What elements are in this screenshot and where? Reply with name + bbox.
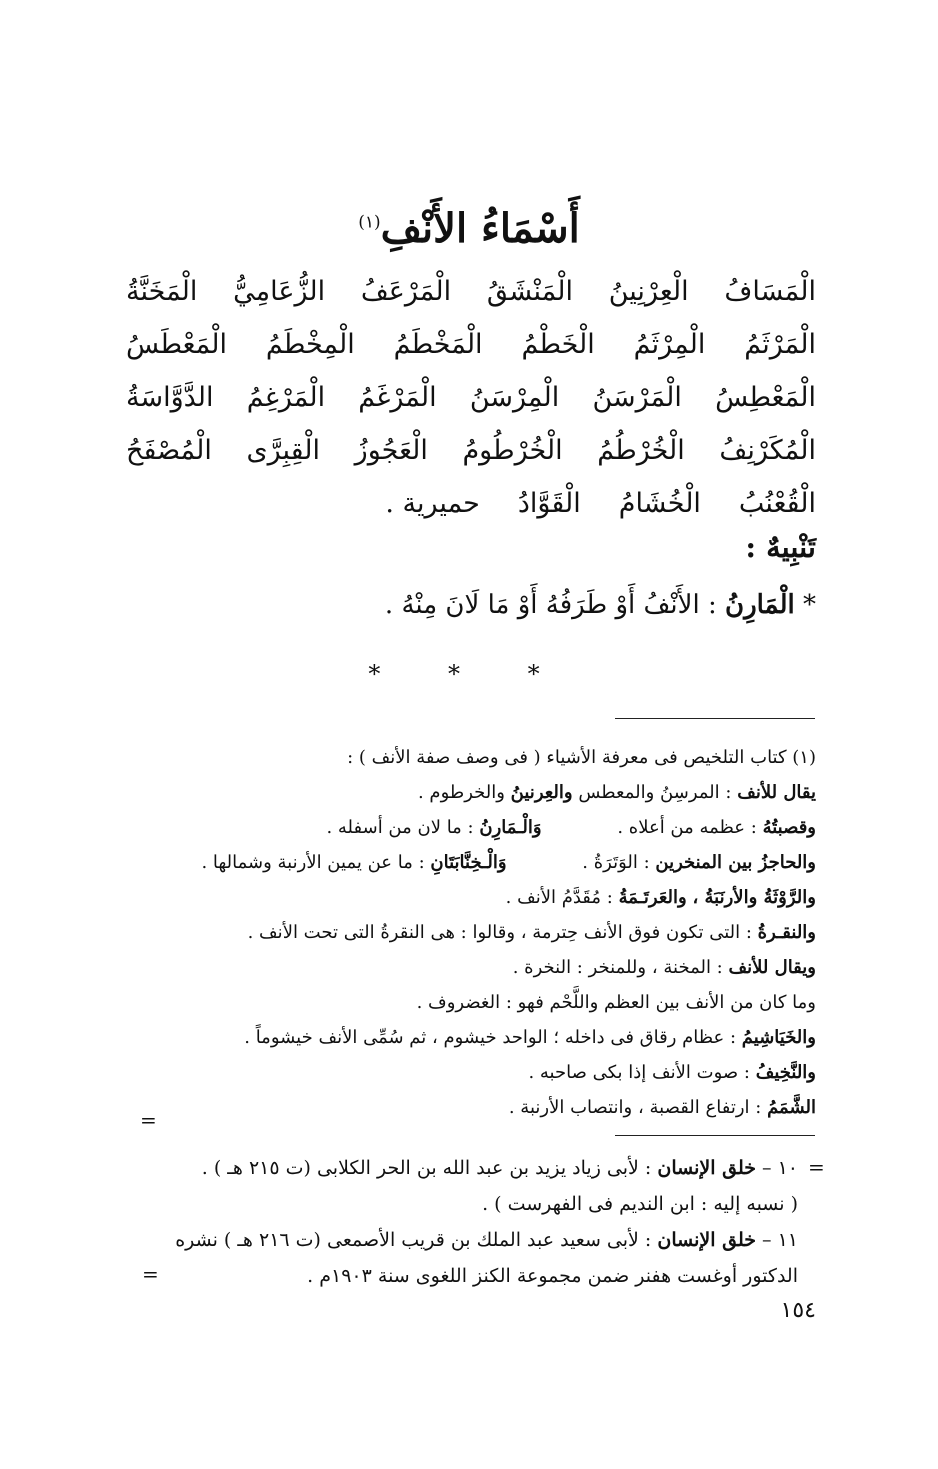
name-word: الْمَرْغَمُ [358,382,437,413]
footnote-line: ( نسبه إليه : ابن النديم فى الفهرست ) . [482,1193,798,1215]
chapter-title [0,205,938,252]
footnote-line [118,1150,798,1186]
book-title: خلق الإنسان [657,1229,756,1251]
name-word: حميرية . [385,488,480,519]
footnote-line [136,1055,816,1090]
footnote-term: ويقال للأنف [728,957,816,978]
name-word: الْمِرْثَمُ [633,329,706,360]
footnote-text: : لأبى سعيد عبد الملك بن قريب الأصمعى (ت ٢١٦ هـ ) نشره [175,1229,652,1251]
footnote-term: والرَّوْثَةُ والأرنَبَةُ ، [692,887,816,908]
name-word: الْمَعْطَسُ [126,329,227,360]
name-word: الْمَعْطِسُ [715,382,816,413]
names-row [126,477,816,530]
footnote-line [136,1090,816,1125]
footnote-ref: (١) [358,212,381,233]
footnote-text: والخرطوم . [417,782,505,803]
marin-term: الْمَارِنُ [724,590,795,620]
section-separator: * * * [368,660,570,688]
book-title: خلق الإنسان [657,1157,756,1179]
footnote-rule [615,718,815,719]
footnote-text: : ما عن يمين الأرنبة وشمالها . [201,852,425,873]
footnote-line: (١) كتاب التلخيص فى معرفة الأشياء ( فى وصف صفة الأنف ) : [347,747,816,768]
footnote-text: : لأبى زياد يزيد بن عبد الله بن الحر الكلابى (ت ٢١٥ هـ ) . [201,1157,652,1179]
footnote-line: الدكتور أوغست هفنر ضمن مجموعة الكنز اللغوى سنة ١٩٠٣م . [307,1265,798,1287]
footnote-text: : التى تكون فوق الأنف حِترمة ، وقالوا : هى النقرةُ التى تحت الأنف . [247,922,752,943]
footnote-2 [118,1150,798,1294]
name-word: الْمُصْفَحُ [126,435,212,466]
footnote-line [136,950,816,985]
footnote-text: : مُقَدَّمُ الأنف . [505,887,613,908]
marin-definition [385,590,816,620]
footnote-term: والخَيَاشِيمُ [741,1027,816,1048]
footnote-text: : المرسِنُ والمعطس [578,782,732,803]
names-list [126,265,816,530]
footnote-term: يقال للأنف [737,782,816,803]
page-number: ١٥٤ [780,1298,816,1323]
footnote-text: : صوت الأنف إذا بكى صاحبه . [528,1062,750,1083]
names-row [126,265,816,318]
names-row [126,318,816,371]
footnote-term: وقصبتُهُ [762,817,816,838]
name-word: الْمَنْشَقُ [486,276,573,307]
footnote-term: والنقـرةُ [757,922,816,943]
name-word: الْمَسَافُ [724,276,816,307]
name-word: الْمَخْطَمُ [393,329,483,360]
name-word: الْخُرْطُومُ [462,435,563,466]
footnote-line [136,985,816,1020]
name-word: الْعَجُوزُ [354,435,428,466]
continuation-mark: = [808,1155,825,1179]
entry-number: ١١ – [762,1229,798,1251]
footnote-text: : عظمه من أعلاه . [617,817,757,838]
footnote-text: : المخنة ، وللمنخر : النخرة . [512,957,723,978]
name-word: الْمُكَرْنِفُ [719,435,816,466]
continuation-mark: = [140,1108,157,1132]
notice-heading: تَنْبِيهٌ : [745,530,816,564]
name-word: الزُّعَامِيُّ [233,276,326,307]
name-word: الْمَرْثَمُ [744,329,816,360]
name-word: الْمَخَنَّةُ [126,276,198,307]
name-word: الْقَوَّادُ [517,488,581,519]
name-word: الْمَرْعَفُ [360,276,452,307]
names-row [126,424,816,477]
footnote-term: وَالْـمَارِنُ [479,817,542,838]
name-word: الْمَرْسَنُ [592,382,682,413]
footnote-line [136,1020,816,1055]
name-word: الْمَرْغِمُ [246,382,326,413]
names-row [126,371,816,424]
footnote-1 [136,740,816,1125]
footnote-term: الشَّمَمُ [767,1097,816,1118]
footnote-line [136,810,816,845]
marin-text: : الأَنْفُ أَوْ طَرَفُهُ أَوْ مَا لَانَ مِنْهُ . [384,590,717,620]
footnote-text: وما كان من الأنف بين العظم واللَّحْم فهو : الغضروف . [416,992,816,1013]
name-word: الدَّوَّاسَةُ [126,382,214,413]
name-word: الْقُعْنُبُ [738,488,816,519]
footnote-line [118,1222,798,1258]
footnote-line [136,915,816,950]
name-word: الْعِرْنِينُ [608,276,689,307]
footnote-text: : عظام رقاق فى داخله ؛ الواحد خيشوم ، ثم سُمِّى الأنف خيشوماً . [244,1027,737,1048]
name-word: الْخَطْمُ [521,329,595,360]
name-word: الْقِبِرَّى [246,435,321,466]
name-word: الْمِخْطَمُ [265,329,355,360]
chapter-title-text: أَسْمَاءُ الأَنْفِ [380,205,580,252]
footnote-rule [615,1135,815,1136]
entry-number: ١٠ – [762,1157,798,1179]
name-word: الْخُرْطُمُ [597,435,685,466]
footnote-term: والنَّخِيفُ [755,1062,816,1083]
footnote-text: : الوَتَرَةُ . [582,852,650,873]
name-word: الْخُشَامُ [618,488,701,519]
footnote-line [136,845,816,880]
name-word: الْمِرْسَنُ [469,382,560,413]
bullet-star: * [803,590,816,620]
footnote-term: والعِرنينُ [510,782,573,803]
footnote-text: : ما لان من أسفله . [326,817,474,838]
footnote-text: : ارتفاع القصبة ، وانتصاب الأرنبة . [508,1097,762,1118]
continuation-mark: = [142,1262,159,1286]
footnote-term: وَالْـخِنَّابَتَانِ [430,852,507,873]
footnote-line [136,775,816,810]
footnote-line [136,880,816,915]
footnote-term: والحاجزُ بين المنخرين [655,852,816,873]
footnote-term: والعَرتَـمَةُ [618,887,687,908]
